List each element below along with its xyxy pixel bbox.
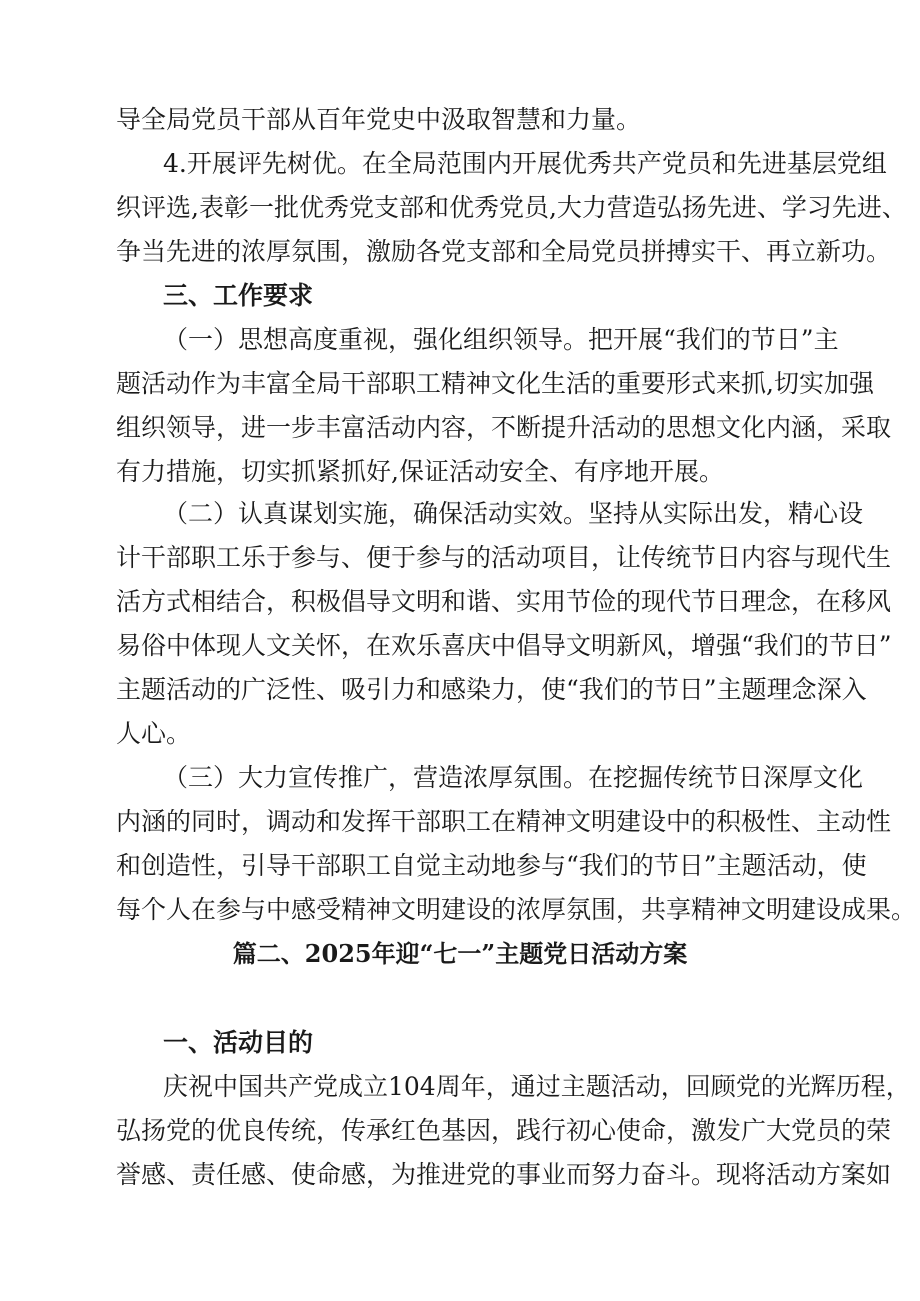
paragraph-line: 弘扬党的优良传统，传承红色基因，践行初心使命，激发广大党员的荣 — [116, 1116, 892, 1145]
paragraph-line: 和创造性，引导干部职工自觉主动地参与“我们的节日”主题活动，使 — [116, 851, 867, 880]
paragraph-line: 活方式相结合，积极倡导文明和谐、实用节俭的现代节日理念，在移风 — [116, 587, 892, 616]
paragraph-line: 誉感、责任感、使命感，为推进党的事业而努力奋斗。现将活动方案如 — [116, 1160, 892, 1189]
paragraph-line: 题活动作为丰富全局干部职工精神文化生活的重要形式来抓,切实加强 — [116, 369, 874, 398]
paragraph-line: 争当先进的浓厚氛围，激励各党支部和全局党员拼搏实干、再立新功。 — [116, 237, 892, 266]
section-heading: 三、工作要求 — [163, 281, 314, 310]
paragraph-line: 组织领导，进一步丰富活动内容，不断提升活动的思想文化内涵，采取 — [116, 413, 892, 442]
paragraph-line: 导全局党员干部从百年党史中汲取智慧和力量。 — [116, 105, 642, 134]
paragraph-line: 人心。 — [116, 719, 192, 748]
paragraph-line: 主题活动的广泛性、吸引力和感染力，使“我们的节日”主题理念深入 — [116, 675, 867, 704]
paragraph-line: （三）大力宣传推广，营造浓厚氛围。在挖掘传统节日深厚文化 — [163, 763, 864, 792]
paragraph-line: 织评选,表彰一批优秀党支部和优秀党员,大力营造弘扬先进、学习先进、 — [116, 193, 907, 222]
paragraph-line: 内涵的同时，调动和发挥干部职工在精神文明建设中的积极性、主动性 — [116, 807, 892, 836]
paragraph-line: 易俗中体现人文关怀，在欢乐喜庆中倡导文明新风，增强“我们的节日” — [116, 631, 892, 660]
paragraph-line: （二）认真谋划实施，确保活动实效。坚持从实际出发，精心设 — [163, 499, 864, 528]
paragraph-line: 计干部职工乐于参与、便于参与的活动项目，让传统节日内容与现代生 — [116, 543, 892, 572]
paragraph-line: 4.开展评先树优。在全局范围内开展优秀共产党员和先进基层党组 — [163, 149, 887, 178]
section-heading: 一、活动目的 — [163, 1028, 314, 1057]
paragraph-line: 每个人在参与中感受精神文明建设的浓厚氛围，共享精神文明建设成果。 — [116, 895, 917, 924]
article-title: 篇二、2025年迎“七一”主题党日活动方案 — [232, 939, 688, 968]
paragraph-line: （一）思想高度重视，强化组织领导。把开展“我们的节日”主 — [163, 325, 839, 354]
paragraph-line: 有力措施，切实抓紧抓好,保证活动安全、有序地开展。 — [116, 457, 724, 486]
paragraph-line: 庆祝中国共产党成立104周年，通过主题活动，回顾党的光辉历程， — [163, 1072, 911, 1101]
